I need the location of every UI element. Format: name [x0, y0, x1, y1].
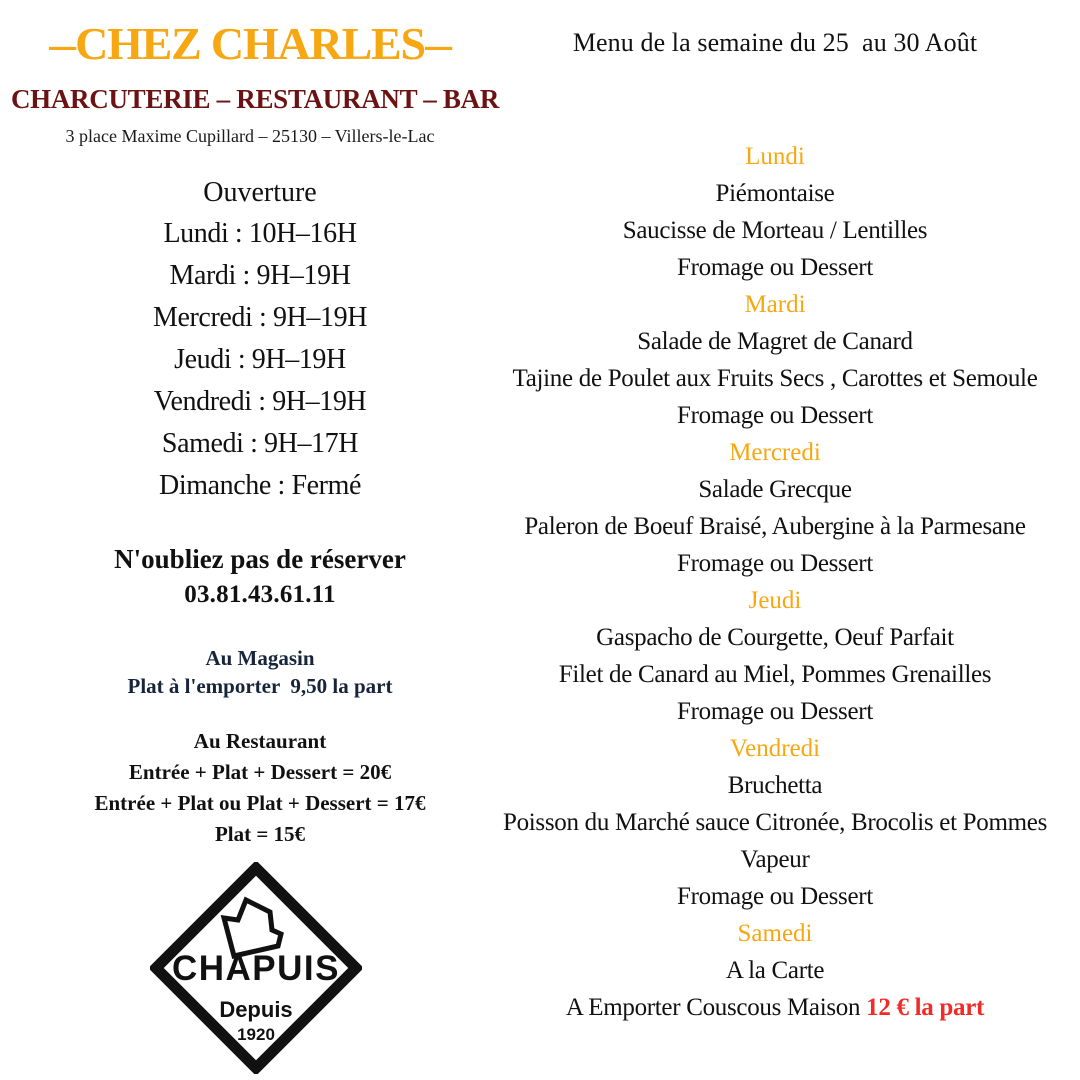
menu-day-heading: Mercredi [729, 439, 821, 466]
opening-hours-row: Mardi : 9H–19H [169, 260, 351, 291]
opening-hours-block [20, 172, 500, 507]
menu-dish: Fromage ou Dessert [677, 550, 873, 577]
menu-takeaway-line [470, 989, 1080, 1026]
menu-dish: Gaspacho de Courgette, Oeuf Parfait [596, 624, 954, 651]
menu-dish: Fromage ou Dessert [677, 402, 873, 429]
brand-title [0, 20, 500, 68]
restaurant-pricing-block [10, 726, 510, 850]
restaurant-price-row: Plat = 15€ [214, 822, 306, 846]
chapuis-logo-svg [150, 862, 362, 1074]
reservation-callout: N'oubliez pas de réserver [114, 544, 406, 574]
shop-takeaway-price: Plat à l'emporter 9,50 la part [127, 674, 393, 698]
weekly-menu-header: Menu de la semaine du 25 au 30 Août [572, 28, 978, 57]
brand-dash-right: – [425, 18, 451, 69]
menu-day-heading: Lundi [745, 143, 805, 170]
chapuis-logo-since-year: 1920 [237, 1025, 275, 1044]
menu-dish: Fromage ou Dessert [677, 254, 873, 281]
chapuis-logo-since-label: Depuis [219, 997, 293, 1022]
menu-dish: Tajine de Poulet aux Fruits Secs , Carottes et Semoule [512, 365, 1038, 392]
restaurant-heading: Au Restaurant [193, 729, 327, 753]
menu-dish: Fromage ou Dessert [677, 883, 873, 910]
chapuis-logo [150, 862, 362, 1074]
menu-dish: Fromage ou Dessert [677, 698, 873, 725]
menu-dish: Paleron de Boeuf Braisé, Aubergine à la Parmesane [524, 513, 1026, 540]
menu-day-heading: Samedi [737, 920, 813, 947]
menu-dish: Poisson du Marché sauce Citronée, Brocolis et Pommes [502, 809, 1048, 836]
opening-hours-row: Vendredi : 9H–19H [153, 386, 367, 417]
restaurant-price-row: Entrée + Plat + Dessert = 20€ [128, 760, 392, 784]
shop-heading: Au Magasin [205, 646, 315, 670]
opening-hours-row: Dimanche : Fermé [159, 470, 361, 501]
house-chalet-icon [224, 900, 281, 956]
restaurant-price-row: Entrée + Plat ou Plat + Dessert = 17€ [94, 791, 426, 815]
weekly-menu-days [470, 138, 1080, 1026]
menu-dish: Piémontaise [715, 180, 835, 207]
brand-dash-left: – [49, 18, 75, 69]
brand-address: 3 place Maxime Cupillard – 25130 – Villers-le-Lac [65, 126, 435, 146]
reservation-phone[interactable]: 03.81.43.61.11 [184, 581, 336, 608]
menu-dish: Filet de Canard au Miel, Pommes Grenailles [558, 661, 992, 688]
opening-hours-title: Ouverture [203, 177, 317, 208]
opening-hours-row: Lundi : 10H–16H [163, 218, 357, 249]
brand-name: CHEZ CHARLES [75, 18, 425, 69]
menu-day-heading: Mardi [744, 291, 806, 318]
reservation-block [20, 540, 500, 612]
menu-dish: Salade Grecque [698, 476, 852, 503]
opening-hours-row: Mercredi : 9H–19H [152, 302, 368, 333]
menu-day-heading: Jeudi [748, 587, 802, 614]
shop-pricing-block [20, 644, 500, 700]
menu-dish: Vapeur [740, 846, 810, 873]
opening-hours-row: Jeudi : 9H–19H [174, 344, 346, 375]
opening-hours-row: Samedi : 9H–17H [161, 428, 359, 459]
info-column [0, 0, 520, 1080]
menu-dish: A la Carte [725, 957, 825, 984]
menu-takeaway-price: 12 € la part [866, 994, 985, 1021]
menu-dish: Salade de Magret de Canard [637, 328, 913, 355]
menu-takeaway-label: A Emporter Couscous Maison [565, 994, 867, 1021]
menu-dish: Bruchetta [727, 772, 823, 799]
menu-dish: Saucisse de Morteau / Lentilles [622, 217, 928, 244]
weekly-menu-column [470, 0, 1080, 1080]
chapuis-logo-name: CHAPUIS [171, 949, 341, 988]
brand-subtitle: CHARCUTERIE – RESTAURANT – BAR [10, 84, 500, 114]
menu-day-heading: Vendredi [729, 735, 821, 762]
